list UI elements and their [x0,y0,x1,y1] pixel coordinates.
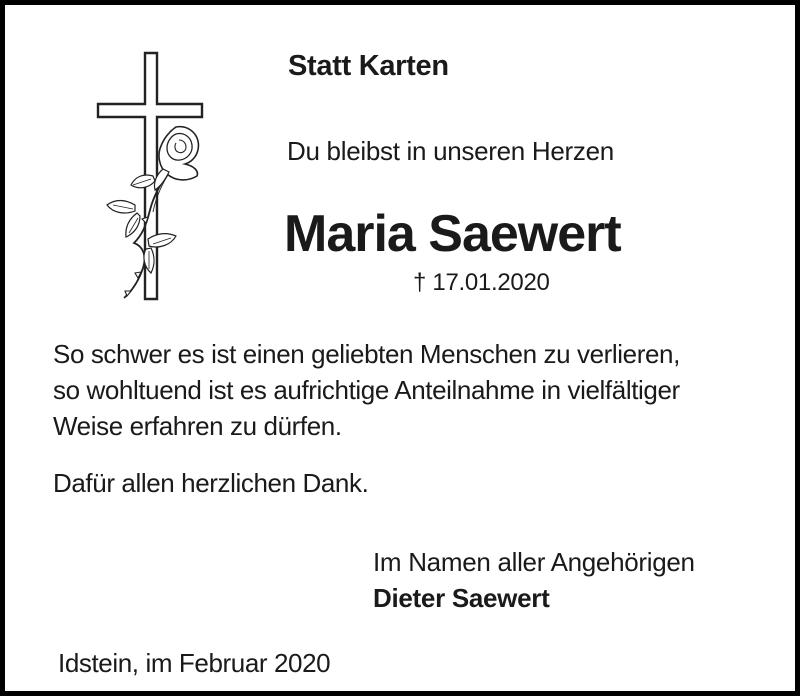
condolence-line-2: so wohltuend ist es aufrichtige Anteilnahme in vielfältiger [53,375,680,405]
in-name-of-line: Im Namen aller Angehörigen [373,547,695,577]
condolence-line-3: Weise erfahren zu dürfen. [53,411,342,441]
thanks-line: Dafür allen herzlichen Dank. [53,468,369,498]
statt-karten-heading: Statt Karten [288,50,449,82]
cross-with-rose-icon [91,47,213,309]
signature-name: Dieter Saewert [373,583,550,613]
closing-block [373,544,695,616]
death-date: † 17.01.2020 [413,269,550,296]
condolence-line-1: So schwer es ist einen geliebten Menschen zu verlieren, [53,339,680,369]
epigraph-line: Du bleibst in unseren Herzen [287,136,614,166]
condolence-paragraph [53,336,680,444]
place-date-line: Idstein, im Februar 2020 [58,648,331,678]
deceased-name: Maria Saewert [284,205,621,263]
